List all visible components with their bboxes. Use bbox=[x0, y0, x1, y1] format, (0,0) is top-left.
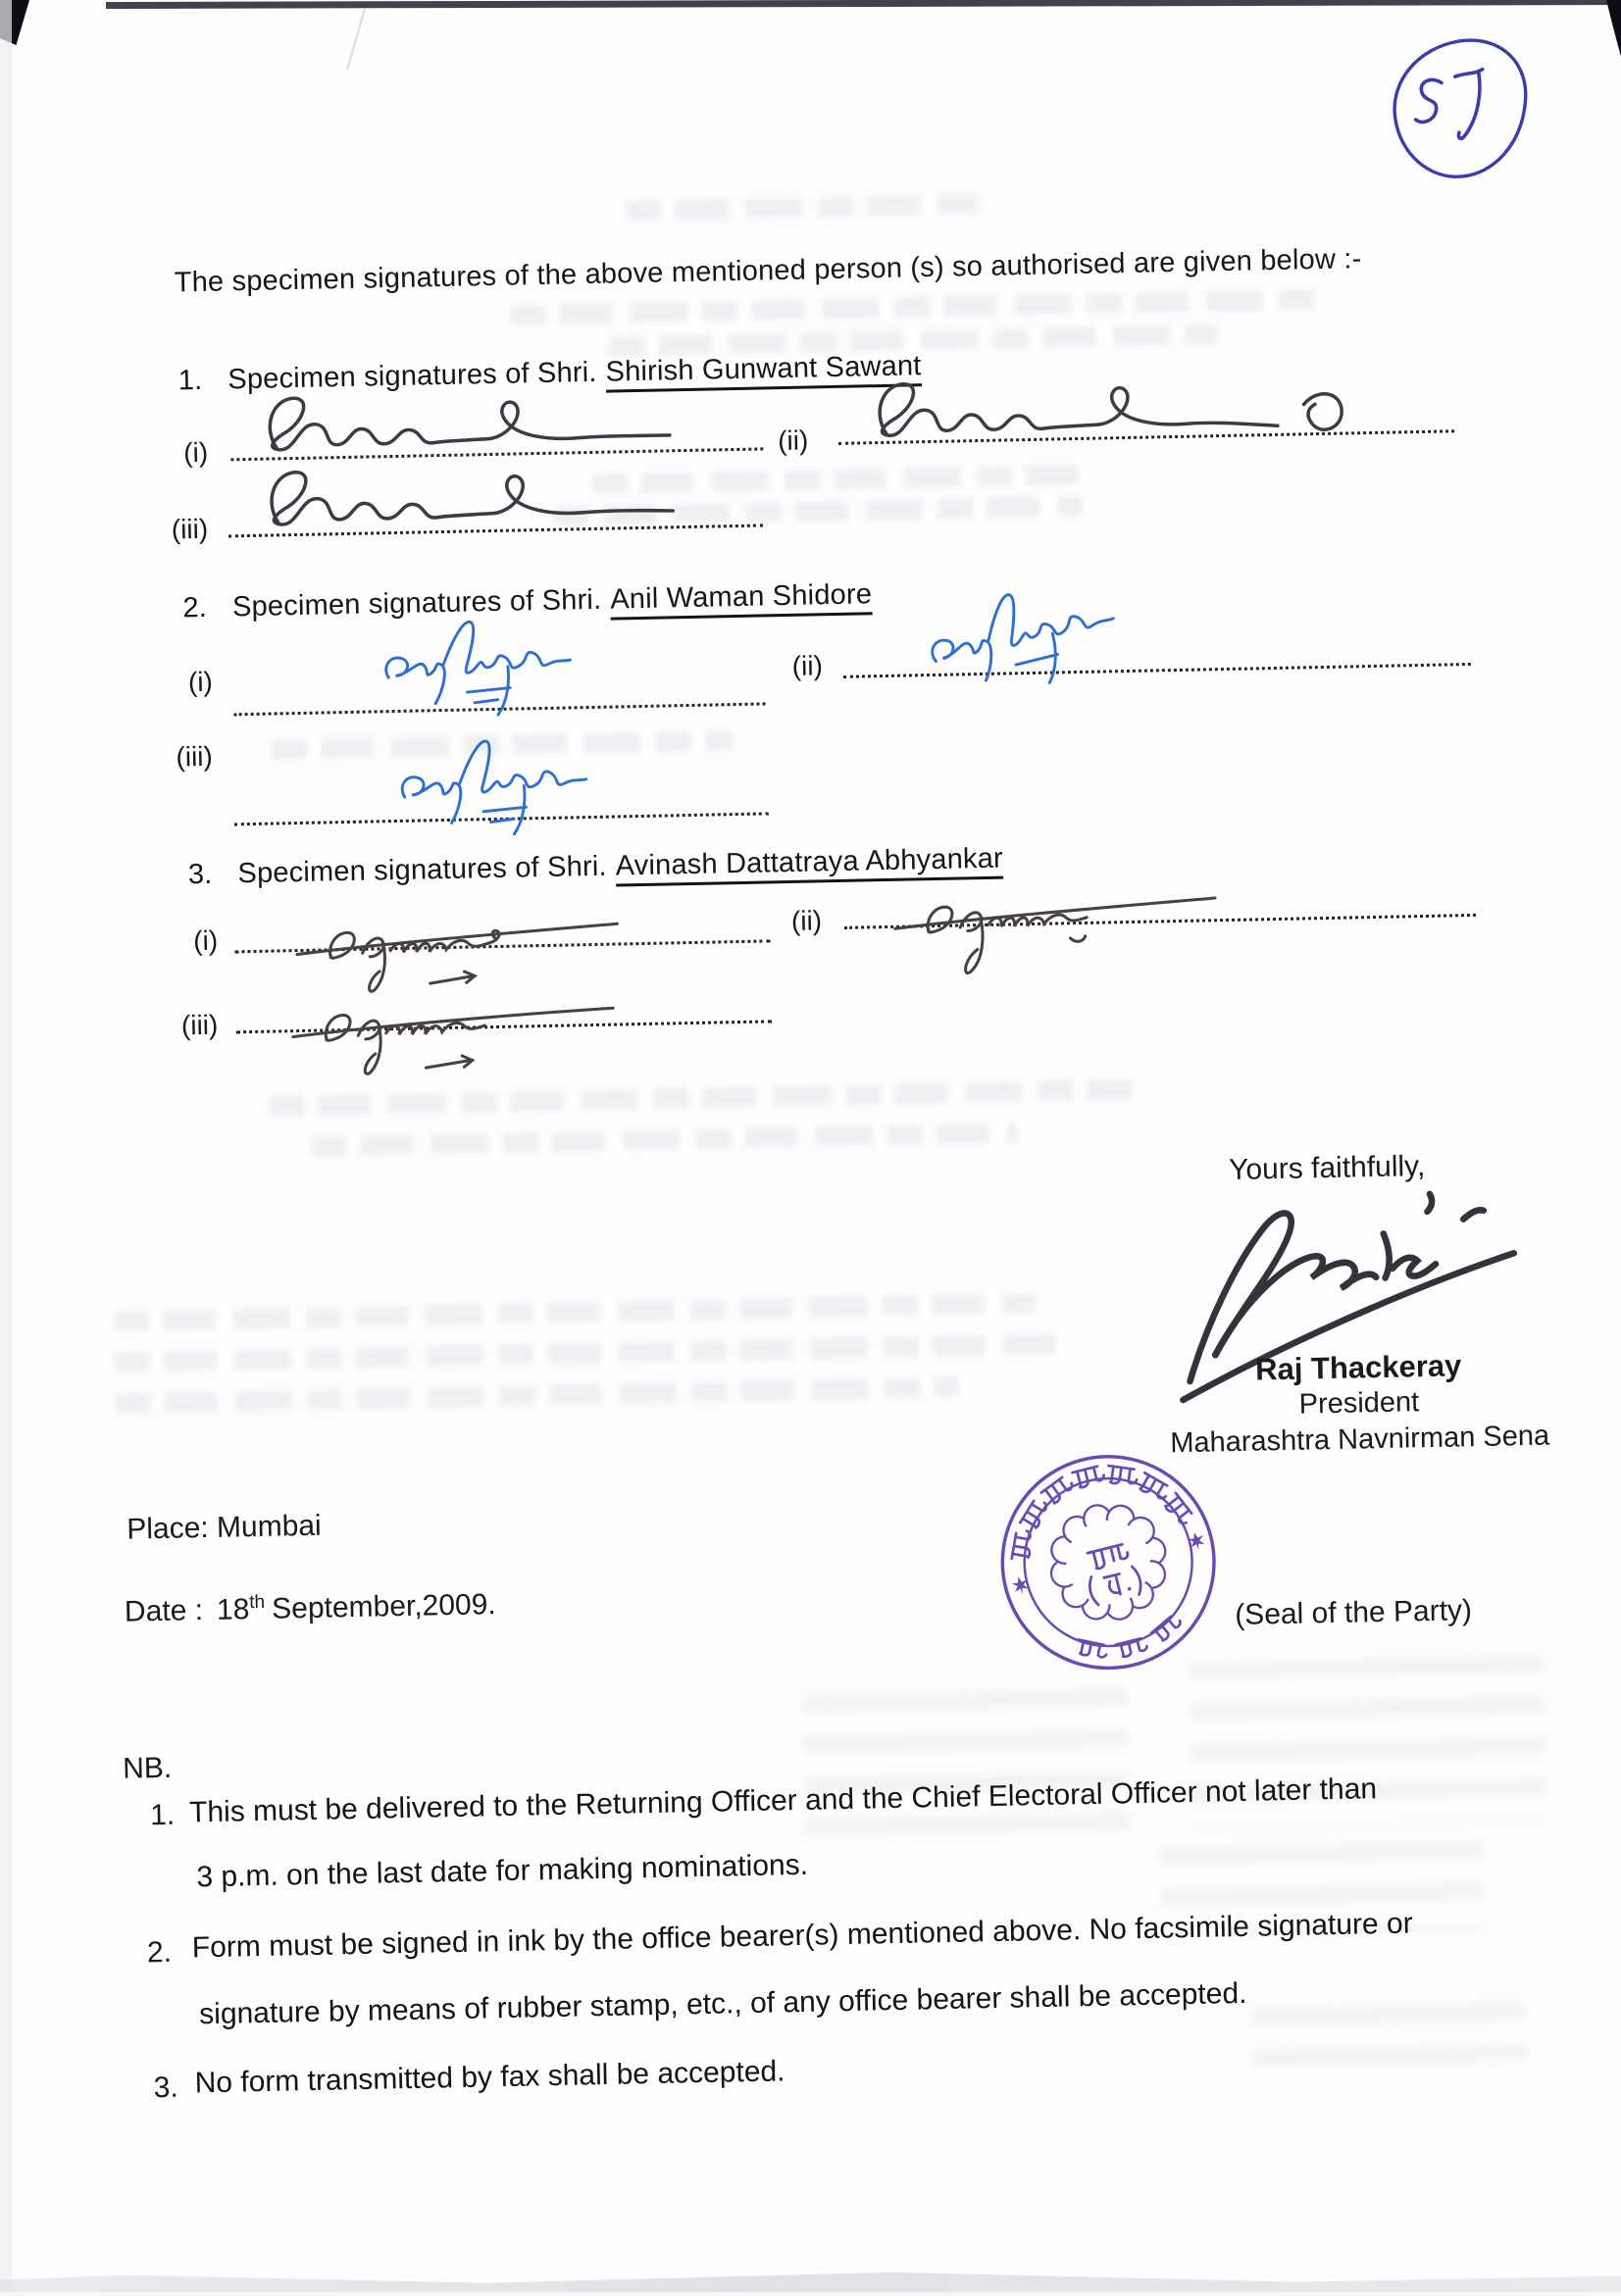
date-label: Date : bbox=[124, 1594, 204, 1628]
signature-shidore-iii bbox=[387, 724, 684, 849]
nb-item-1-line-2: 3 p.m. on the last date for making nominations. bbox=[196, 1848, 809, 1894]
nb-label: NB. bbox=[122, 1751, 173, 1785]
signature-shidore-ii bbox=[916, 570, 1212, 695]
seal-caption: (Seal of the Party) bbox=[1234, 1594, 1473, 1632]
date-rest: September,2009. bbox=[271, 1588, 497, 1625]
valediction: Yours faithfully, bbox=[1228, 1150, 1426, 1187]
nb-item-2-number: 2. bbox=[146, 1935, 173, 1970]
slot-label-1-i: (i) bbox=[182, 436, 209, 469]
slot-label-1-iii: (iii) bbox=[171, 513, 209, 545]
document-heading: The specimen signatures of the above mentioned person (s) so authorised are given below :- bbox=[174, 243, 1362, 299]
nb-item-1-line-1: This must be delivered to the Returning Officer and the Chief Electoral Officer not later than bbox=[188, 1772, 1378, 1829]
date-day: 18 bbox=[216, 1593, 250, 1626]
bleed-through-artifact bbox=[803, 1689, 1130, 1843]
office-bearer-name: Shirish Gunwant Sawant bbox=[605, 350, 922, 392]
bleed-through-artifact bbox=[115, 1377, 958, 1414]
slot-label-2-ii: (ii) bbox=[791, 650, 824, 681]
place-line: Place: Mumbai bbox=[126, 1509, 322, 1546]
signatory-organization: Maharashtra Navnirman Sena bbox=[1169, 1420, 1550, 1460]
section-number: 2. bbox=[182, 591, 208, 624]
signature-sawant-iii bbox=[240, 453, 786, 548]
bleed-through-artifact bbox=[114, 1293, 1036, 1331]
nb-item-2-line-1: Form must be signed in ink by the office bearer(s) mentioned above. No facsimile signature or bbox=[191, 1907, 1413, 1965]
date-line bbox=[125, 1587, 496, 1629]
section-heading-3 bbox=[188, 843, 1004, 892]
bleed-through-artifact bbox=[1250, 2003, 1526, 2068]
nb-item-3-line-1: No form transmitted by fax shall be accepted. bbox=[194, 2055, 785, 2100]
nb-item-3-number: 3. bbox=[153, 2071, 179, 2105]
bleed-through-artifact bbox=[626, 194, 979, 221]
slot-label-3-ii: (ii) bbox=[790, 905, 823, 936]
slot-label-2-iii: (iii) bbox=[176, 740, 214, 773]
party-seal-stamp bbox=[968, 1422, 1249, 1703]
section-number: 1. bbox=[177, 364, 203, 397]
date-ordinal: th bbox=[249, 1591, 266, 1614]
bleed-through-artifact bbox=[115, 1334, 1056, 1373]
bleed-through-artifact bbox=[510, 289, 1324, 325]
handwritten-page-number-circle bbox=[1376, 31, 1541, 181]
office-bearer-name: Avinash Dattatraya Abhyankar bbox=[615, 843, 1003, 887]
section-prefix: Specimen signatures of Shri. bbox=[228, 356, 597, 396]
section-prefix: Specimen signatures of Shri. bbox=[231, 583, 602, 624]
signature-shidore-i bbox=[372, 604, 668, 729]
slot-label-2-i: (i) bbox=[187, 666, 214, 698]
office-bearer-name: Anil Waman Shidore bbox=[610, 578, 873, 620]
signature-sawant-ii bbox=[853, 365, 1385, 460]
slot-label-1-ii: (ii) bbox=[777, 424, 809, 457]
section-prefix: Specimen signatures of Shri. bbox=[237, 850, 608, 890]
signature-abhyankar-ii bbox=[886, 869, 1261, 979]
signature-abhyankar-iii bbox=[284, 977, 659, 1088]
section-number: 3. bbox=[187, 858, 213, 891]
signatory-title: President bbox=[1298, 1386, 1420, 1421]
nb-item-2-line-2: signature by means of rubber stamp, etc., of any office bearer shall be accepted. bbox=[198, 1976, 1247, 2031]
nb-item-1-number: 1. bbox=[149, 1798, 176, 1832]
bleed-through-artifact bbox=[311, 1123, 1017, 1156]
slot-label-3-iii: (iii) bbox=[180, 1009, 219, 1041]
slot-label-3-i: (i) bbox=[192, 924, 219, 957]
signatory-name: Raj Thackeray bbox=[1254, 1348, 1462, 1387]
